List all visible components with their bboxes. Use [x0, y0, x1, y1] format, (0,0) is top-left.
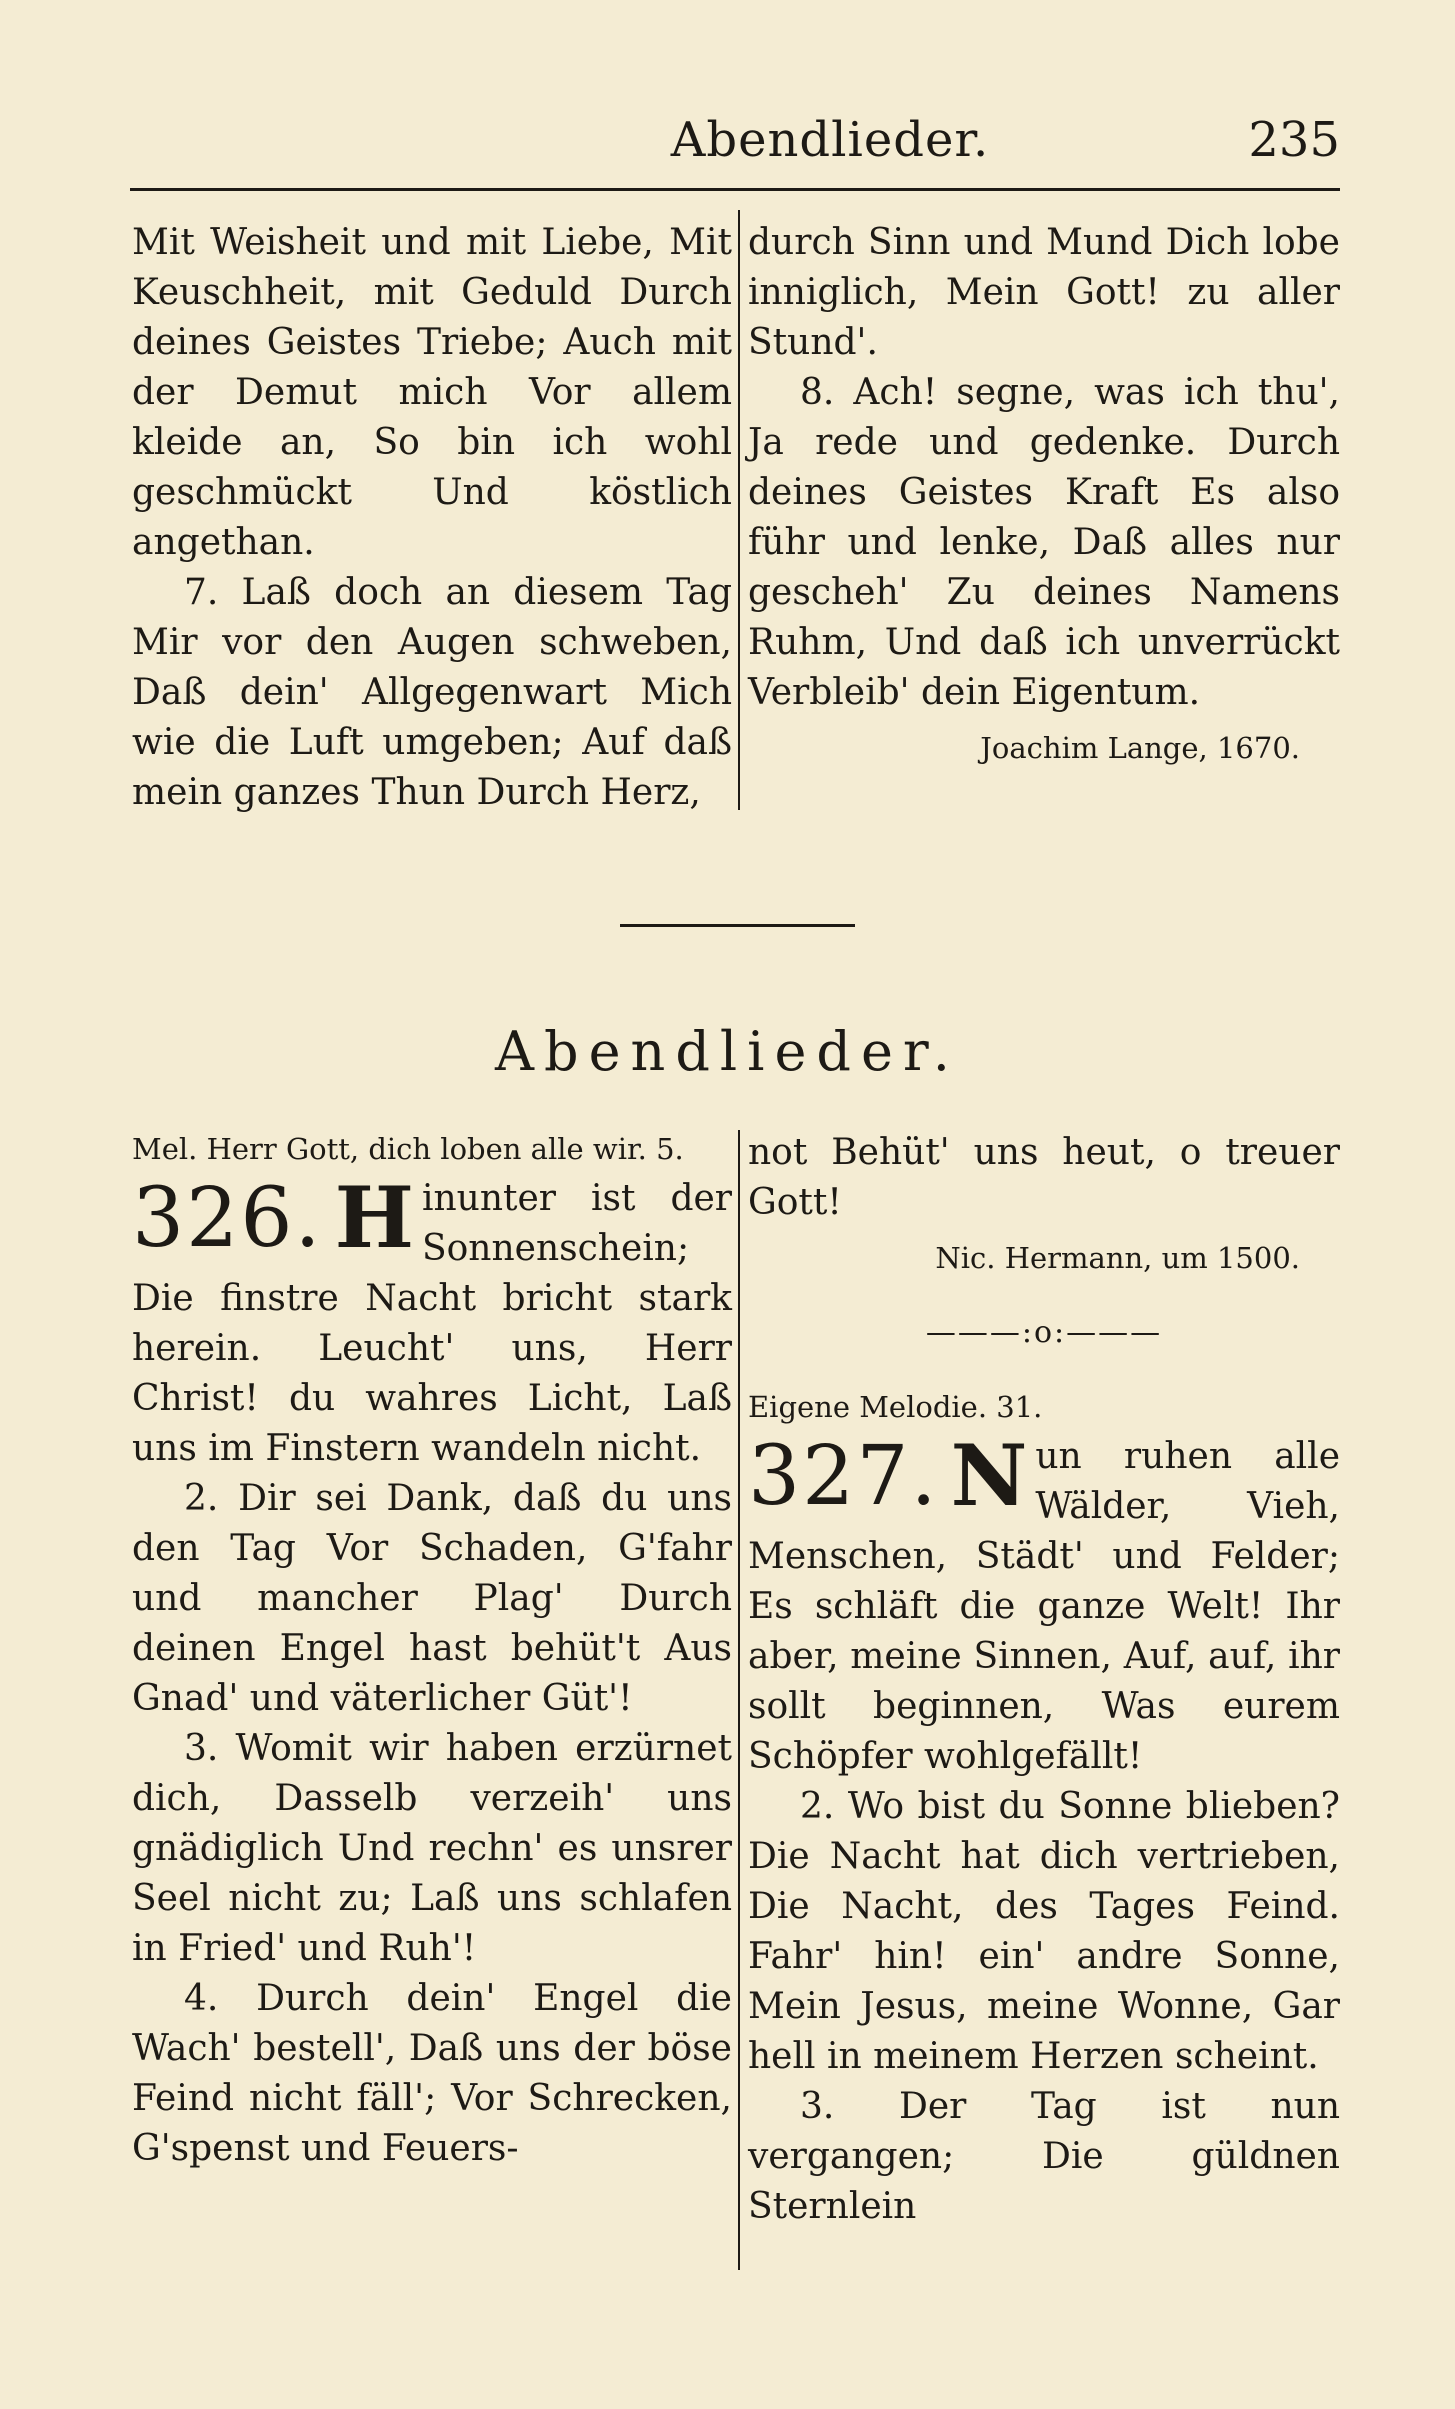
section-title: Abendlieder. [495, 1020, 960, 1083]
verse-2: 2. Dir sei Dank, daß du uns den Tag Vor Schaden, G'fahr und mancher Plag' Durch deinen Engel hast behüt't Aus Gnad' und väterlicher Güt'! [132, 1478, 732, 1719]
hymn-326-first-verse [132, 1168, 732, 1474]
hymn-326-column [132, 1128, 732, 2174]
verse-7: 7. Laß doch an diesem Tag Mir vor den Augen schweben, Daß dein' Allgegenwart Mich wie die Luft umgeben; Auf daß mein ganzes Thun Durch Herz, [132, 572, 732, 813]
running-head [130, 112, 1340, 182]
hymn-327-first-verse [748, 1426, 1340, 1782]
verse-2: 2. Wo bist du Sonne blieben? Die Nacht hat dich vertrieben, Die Nacht, des Tages Feind. Fahr' hin! ein' andre Sonne, Mein Jesus, meine Wonne, Gar hell in meinem Herzen scheint. [748, 1786, 1340, 2077]
page-number: 235 [1248, 112, 1340, 168]
melody-line: Eigene Melodie. 31. [748, 1390, 1043, 1424]
verse-3: 3. Womit wir haben erzürnet dich, Dasselb verzeih' uns gnädiglich Und rechn' es unsrer Seel nicht zu; Laß uns schlafen in Fried' und Ruh'! [132, 1728, 732, 1969]
verse-4: 4. Durch dein' Engel die Wach' bestell', Daß uns der böse Feind nicht fäll'; Vor Schrecken, G'spenst und Feuers- [132, 1978, 732, 2169]
first-verse-text: inunter ist der Sonnenschein; Die finstre Nacht bricht stark herein. Leucht' uns, Herr Christ! du wahres Licht, Laß uns im Finstern wandeln nicht. [132, 1178, 732, 1469]
verse-8: 8. Ach! segne, was ich thu', Ja rede und gedenke. Durch deines Geistes Kraft Es also führ und lenke, Daß alles nur gescheh' Zu deines Namens Ruhm, Und daß ich unverrückt Verbleib' dein Eigentum. [748, 372, 1340, 713]
running-title: Abendlieder. [670, 112, 990, 168]
drop-cap: N [950, 1426, 1028, 1525]
verse-continuation: durch Sinn und Mund Dich lobe inniglich, Mein Gott! zu aller Stund'. [748, 222, 1340, 363]
top-right-column [748, 218, 1340, 770]
lower-column-rule [738, 1130, 740, 2270]
verse-continuation: Mit Weisheit und mit Liebe, Mit Keuschheit, mit Geduld Durch deines Geistes Triebe; Auch mit der Demut mich Vor allem kleide an, So bin ich wohl geschmückt Und köstlich angethan. [132, 222, 732, 563]
drop-cap: H [334, 1168, 414, 1267]
top-left-column [132, 218, 732, 818]
melody-line: Mel. Herr Gott, dich loben alle wir. 5. [132, 1132, 684, 1166]
author-attribution: Nic. Hermann, um 1500. [935, 1241, 1300, 1275]
hymn-327-column [748, 1128, 1340, 2232]
verse-continuation: not Behüt' uns heut, o treuer Gott! [748, 1132, 1340, 1223]
verse-3: 3. Der Tag ist nun vergangen; Die güldnen Sternlein [748, 2086, 1340, 2227]
hymn-separator: ———:o:——— [925, 1315, 1163, 1350]
first-verse-text: un ruhen alle Wälder, Vieh, Menschen, Städt' und Felder; Es schläft die ganze Welt! Ihr aber, meine Sinnen, Auf, auf, ihr sollt beginnen, Was eurem Schöpfer wohlgefällt! [748, 1436, 1340, 1777]
hymn-number: 326. [132, 1171, 323, 1266]
hymn-number: 327. [748, 1429, 939, 1524]
header-rule [130, 188, 1340, 191]
top-column-rule [738, 210, 740, 810]
author-attribution: Joachim Lange, 1670. [980, 731, 1300, 765]
section-divider [620, 924, 855, 927]
